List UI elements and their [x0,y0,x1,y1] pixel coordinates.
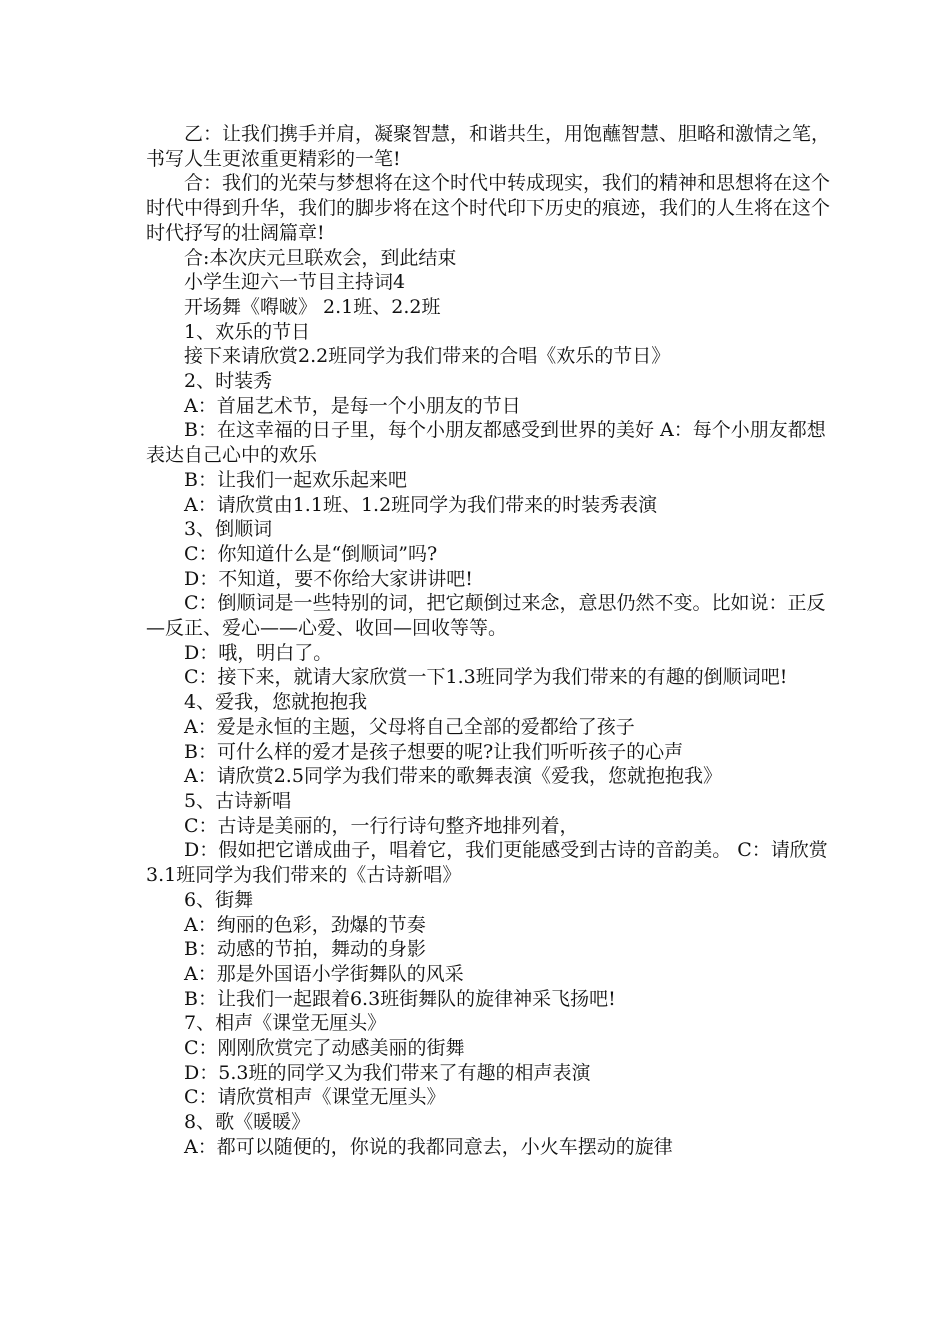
paragraph: D：哦，明白了。 [184,641,333,664]
paragraph: D：假如把它谱成曲子，唱着它，我们更能感受到古诗的音韵美。 C：请欣赏3.1班同学为我们带来的《古诗新唱》 [146,839,828,887]
paragraph: C：古诗是美丽的，一行行诗句整齐地排列着， [184,814,579,837]
item-heading: 8、歌《暖暖》 [184,1111,311,1134]
paragraph: 乙：让我们携手并肩，凝聚智慧，和谐共生，用饱蘸智慧、胆略和激情之笔，书写人生更浓重更精彩的一笔! [146,123,831,170]
item-heading: 4、爱我，您就抱抱我 [184,691,368,714]
paragraph: 接下来请欣赏2.2班同学为我们带来的合唱《欢乐的节日》 [184,345,671,368]
paragraph: B：可什么样的爱才是孩子想要的呢?让我们听听孩子的心声 [184,740,684,763]
section-title: 小学生迎六一节目主持词4 [184,271,406,294]
item-heading: 7、相声《课堂无厘头》 [184,1012,387,1035]
paragraph: 合：我们的光荣与梦想将在这个时代中转成现实，我们的精神和思想将在这个时代中得到升华，我们的脚步将在这个时代印下历史的痕迹，我们的人生将在这个时代抒写的壮阔篇章! [146,172,831,244]
paragraph: D：5.3班的同学又为我们带来了有趣的相声表演 [184,1061,591,1084]
paragraph: A：那是外国语小学街舞队的风采 [184,962,464,985]
item-heading: 2、时装秀 [184,370,273,393]
item-heading: 5、古诗新唱 [184,789,292,812]
paragraph: B：让我们一起欢乐起来吧 [184,468,407,491]
paragraph: B：在这幸福的日子里，每个小朋友都感受到世界的美好 A：每个小朋友都想表达自己心中的欢乐 [146,419,826,467]
paragraph: C：你知道什么是“倒顺词”吗? [184,542,438,565]
paragraph: A：请欣赏2.5同学为我们带来的歌舞表演《爱我，您就抱抱我》 [184,765,722,788]
paragraph: B：动感的节拍，舞动的身影 [184,938,426,961]
paragraph: D：不知道，要不你给大家讲讲吧! [184,567,473,590]
document-body [146,122,836,1160]
item-heading: 1、欢乐的节日 [184,320,311,343]
paragraph: A：爱是永恒的主题，父母将自己全部的爱都给了孩子 [184,715,635,738]
paragraph: 合:本次庆元旦联欢会，到此结束 [184,246,457,269]
paragraph: B：让我们一起跟着6.3班街舞队的旋律神采飞扬吧! [184,987,616,1010]
paragraph: 开场舞《嘚啵》 2.1班、2.2班 [184,295,441,318]
paragraph: C：倒顺词是一些特别的词，把它颠倒过来念，意思仍然不变。比如说：正反—反正、爱心——心爱、收回—回收等等。 [146,592,826,640]
paragraph: A：请欣赏由1.1班、1.2班同学为我们带来的时装秀表演 [184,493,658,516]
paragraph: C：刚刚欣赏完了动感美丽的街舞 [184,1037,465,1060]
paragraph: A：首届艺术节，是每一个小朋友的节日 [184,394,521,417]
paragraph: A：绚丽的色彩，劲爆的节奏 [184,913,426,936]
paragraph: C：请欣赏相声《课堂无厘头》 [184,1086,446,1109]
item-heading: 3、倒顺词 [184,518,273,541]
paragraph: A：都可以随便的，你说的我都同意去，小火车摆动的旋律 [184,1135,673,1158]
paragraph: C：接下来，就请大家欣赏一下1.3班同学为我们带来的有趣的倒顺词吧! [184,666,788,689]
item-heading: 6、街舞 [184,888,254,911]
